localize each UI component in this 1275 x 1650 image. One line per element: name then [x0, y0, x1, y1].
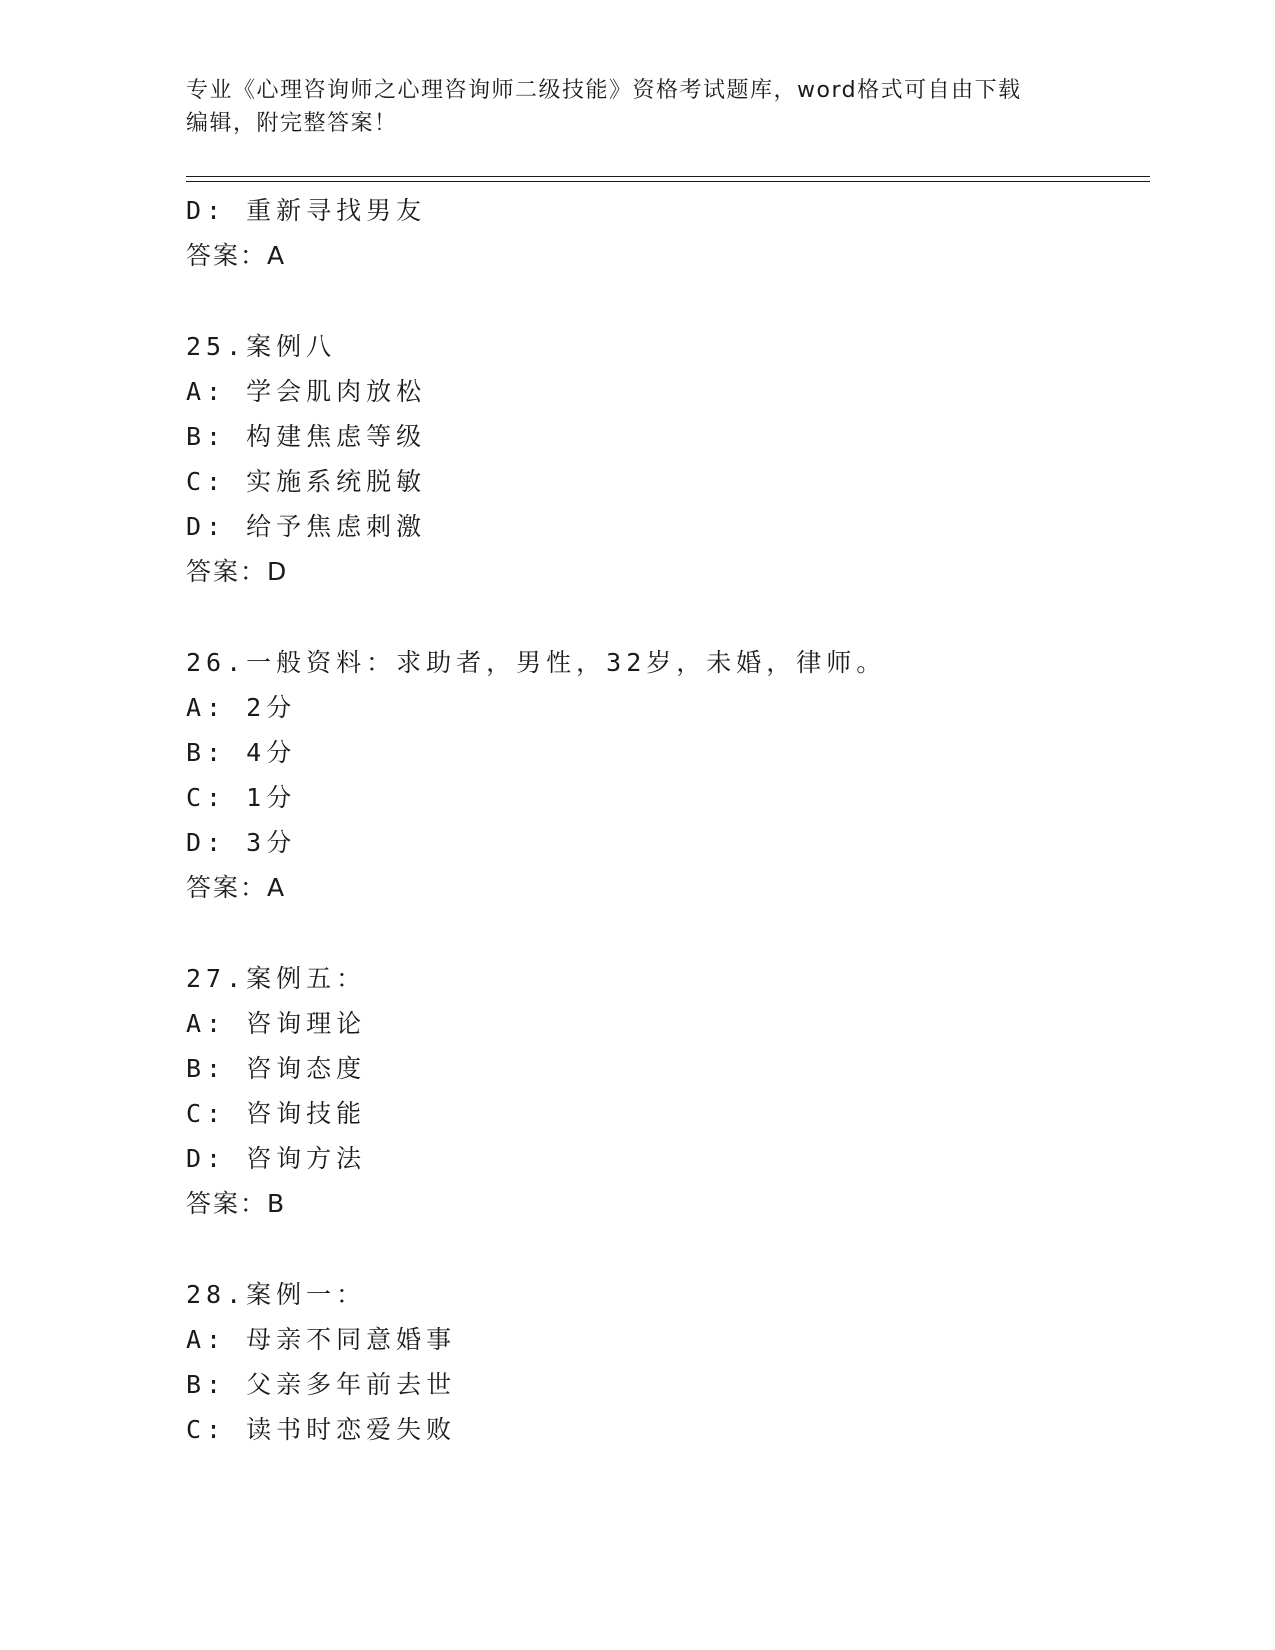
spacer [186, 1226, 1146, 1272]
option-a: A: 2分 [186, 693, 297, 722]
question-stem: 28.案例一： [186, 1280, 367, 1309]
option-d: D: 3分 [186, 828, 297, 857]
option-b: B: 4分 [186, 738, 297, 767]
spacer [186, 594, 1146, 640]
question-list [186, 188, 1146, 1452]
question-26 [186, 640, 1146, 910]
question-25 [186, 324, 1146, 594]
option-d: D: 咨询方法 [186, 1144, 367, 1173]
option-a: A: 咨询理论 [186, 1009, 367, 1038]
option-a: A: 母亲不同意婚事 [186, 1325, 457, 1354]
option-b: B: 构建焦虑等级 [186, 422, 427, 451]
document-header [186, 74, 1066, 140]
header-line-1: 专业《心理咨询师之心理咨询师二级技能》资格考试题库，word格式可自由下载 [186, 78, 1022, 103]
option-b: B: 咨询态度 [186, 1054, 367, 1083]
question-stem: 26.一般资料：求助者，男性，32岁，未婚，律师。 [186, 648, 887, 677]
spacer [186, 278, 1146, 324]
question-stem: 27.案例五： [186, 964, 367, 993]
answer: 答案：D [186, 557, 289, 586]
header-divider-bottom [186, 181, 1150, 182]
header-divider-top [186, 176, 1150, 177]
option-c: C: 实施系统脱敏 [186, 467, 427, 496]
option-d: D: 给予焦虑刺激 [186, 512, 427, 541]
option-c: C: 读书时恋爱失败 [186, 1415, 457, 1444]
answer: 答案：A [186, 873, 287, 902]
answer: 答案：B [186, 1189, 287, 1218]
question-27 [186, 956, 1146, 1226]
option-c: C: 咨询技能 [186, 1099, 367, 1128]
question-stem: 25.案例八 [186, 332, 337, 361]
question-28 [186, 1272, 1146, 1452]
header-line-2: 编辑，附完整答案！ [186, 111, 398, 136]
option-c: C: 1分 [186, 783, 297, 812]
option-a: A: 学会肌肉放松 [186, 377, 427, 406]
option-b: B: 父亲多年前去世 [186, 1370, 457, 1399]
spacer [186, 910, 1146, 956]
option-d: D: 重新寻找男友 [186, 196, 427, 225]
answer: 答案：A [186, 241, 287, 270]
